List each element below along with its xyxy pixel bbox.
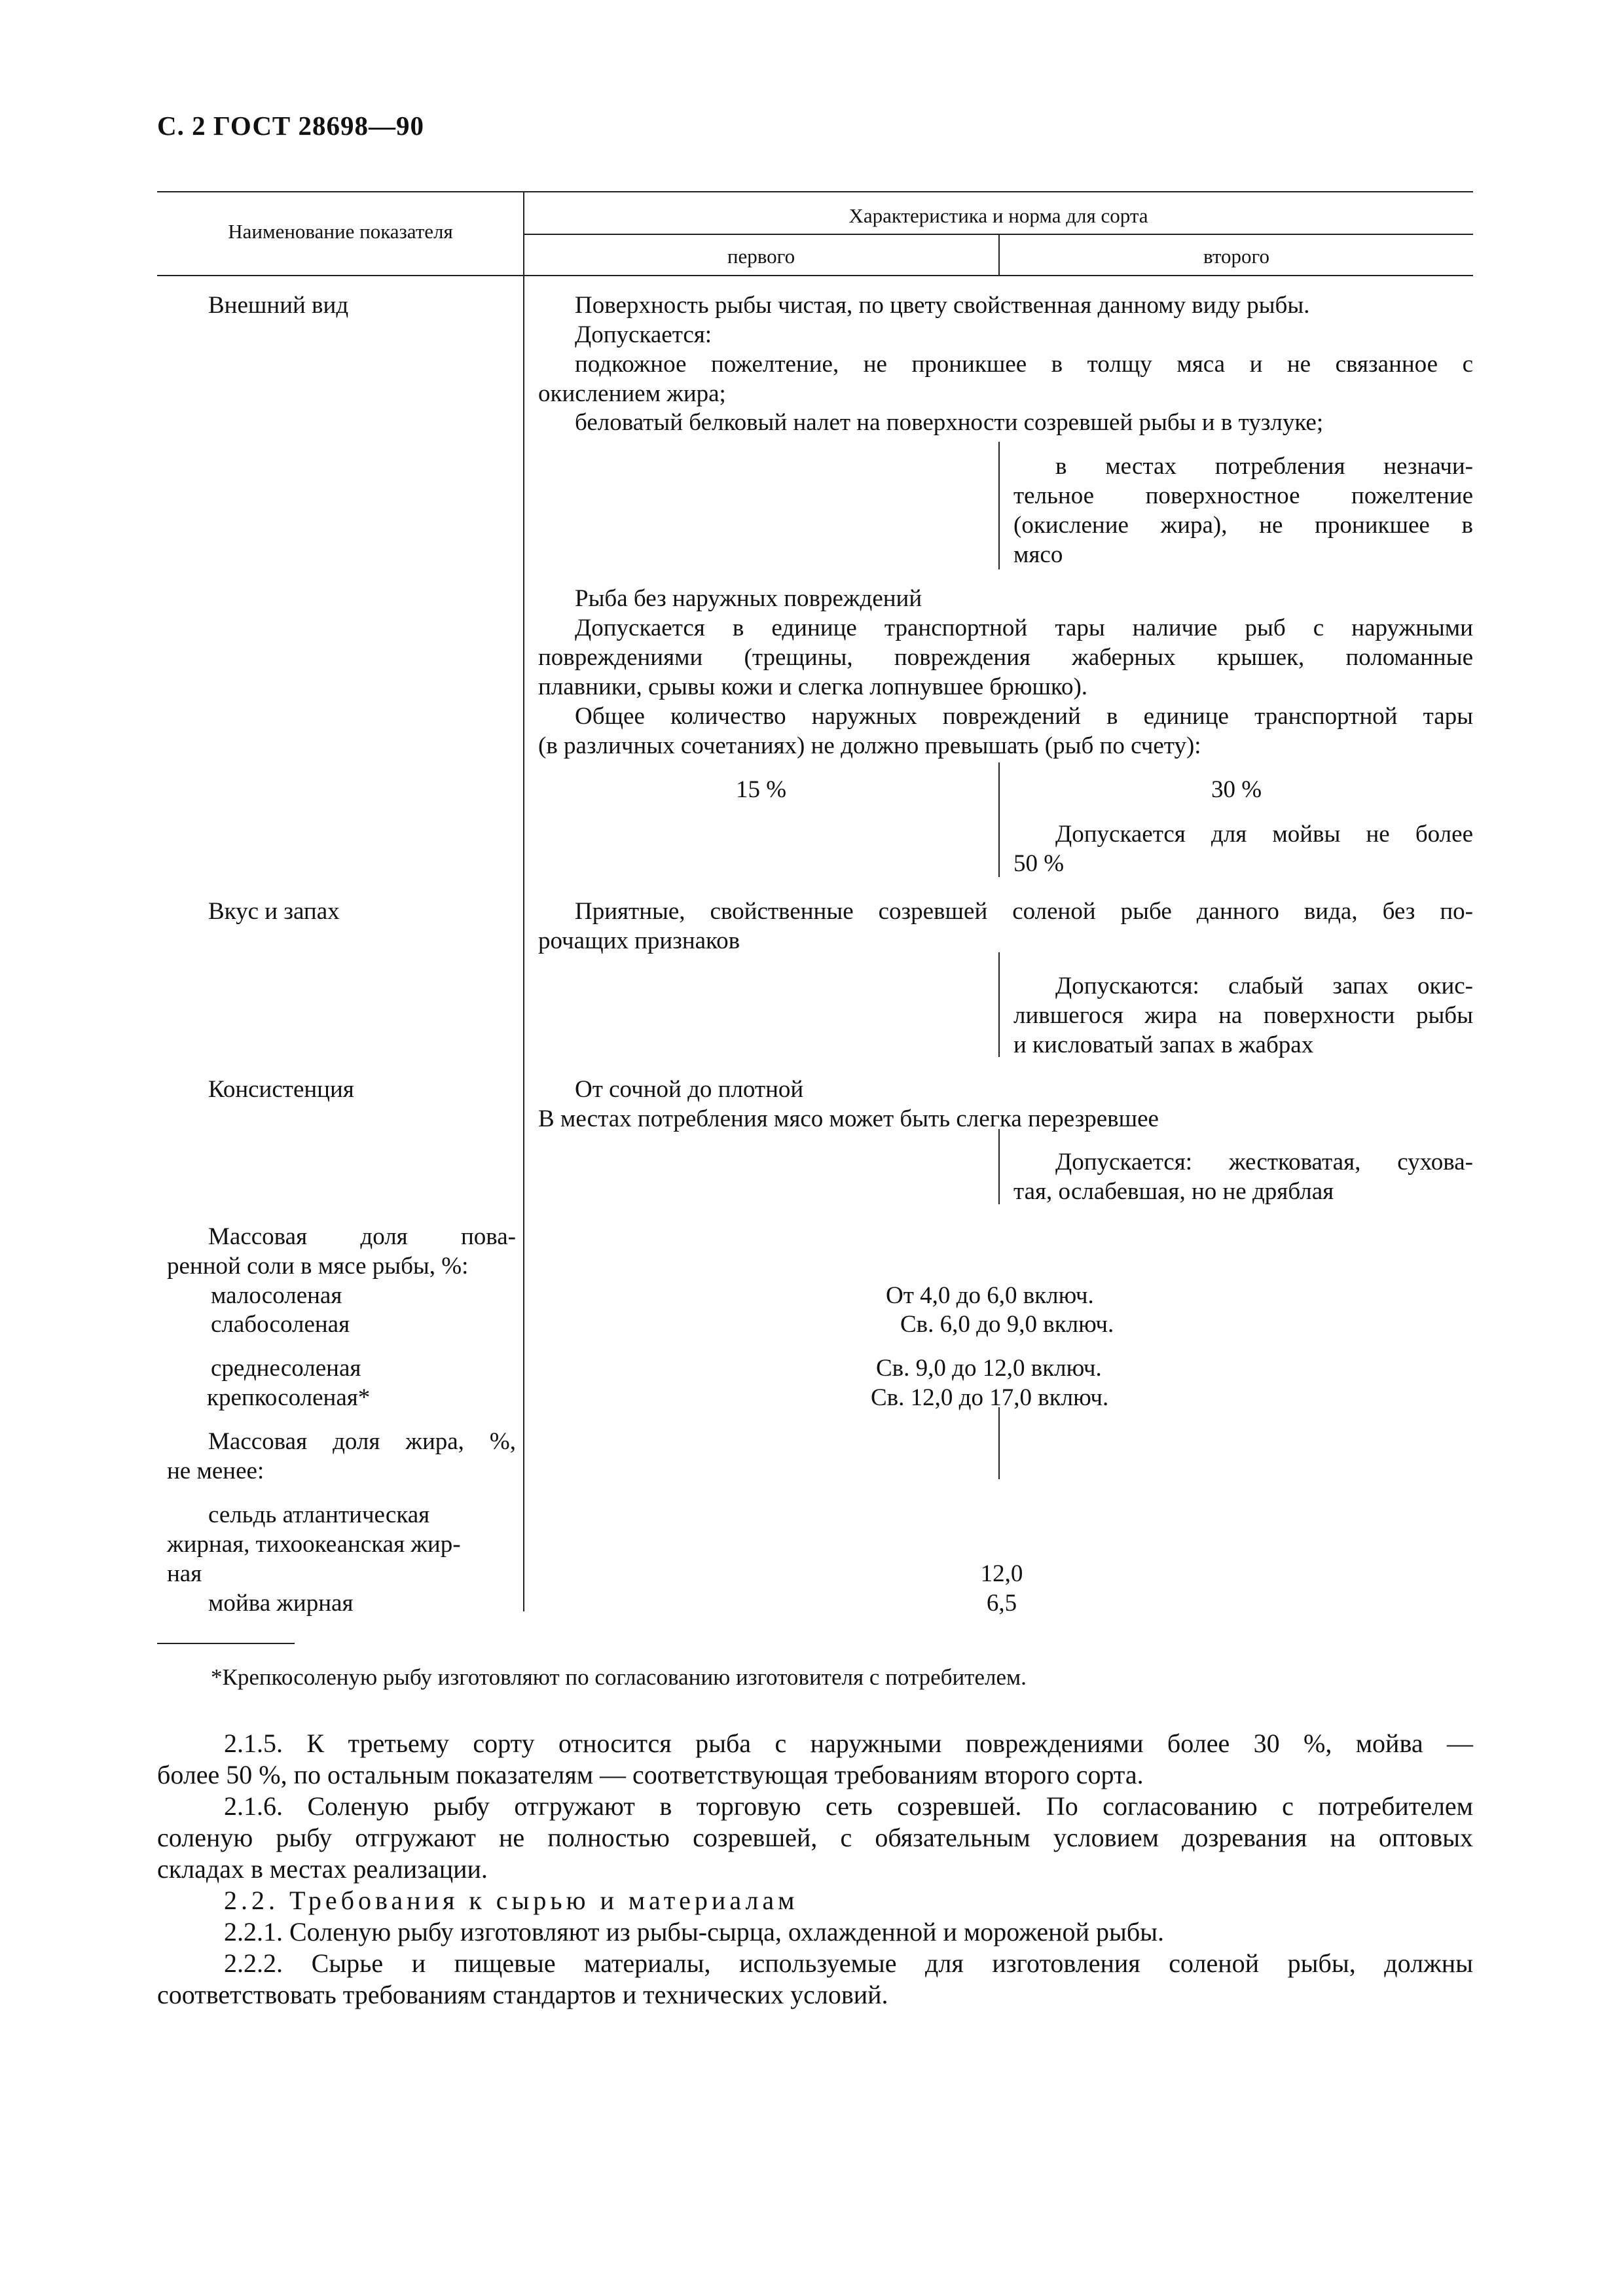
table-header-bottom-rule bbox=[157, 275, 1473, 276]
consistency-line-1: От сочной до плотной bbox=[575, 1076, 804, 1103]
salt-light-label: малосоленая bbox=[211, 1282, 342, 1309]
damage-line-1: Рыба без наружных повреждений bbox=[575, 585, 922, 612]
para-2-1-5-a: 2.1.5. К третьему сорту относится рыба с наружными повреждениями более 30 %, мойва — bbox=[224, 1729, 1473, 1758]
consistency-second-1: Допускается: жестковатая, сухова- bbox=[1055, 1149, 1473, 1175]
col-group-header: Характеристика и норма для сорта bbox=[848, 204, 1148, 227]
row-name-fat-1: Массовая доля жира, %, bbox=[208, 1428, 516, 1455]
damage-second-pct: 30 % bbox=[1211, 776, 1262, 803]
appearance-second-3: (окисление жира), не проникшее в bbox=[1013, 512, 1473, 539]
para-2-1-5-b: более 50 %, по остальным показателям — соответствующая требованиям второго сорта. bbox=[157, 1760, 1144, 1789]
col-first-header: первого bbox=[727, 245, 795, 268]
row-name-salt-2: ренной соли в мясе рыбы, %: bbox=[167, 1253, 469, 1280]
salt-strong-value: Св. 12,0 до 17,0 включ. bbox=[871, 1384, 1109, 1411]
fat-capelin-value: 6,5 bbox=[986, 1590, 1017, 1617]
salt-mild-value: Св. 6,0 до 9,0 включ. bbox=[900, 1311, 1114, 1338]
appearance-line-2: Допускается: bbox=[575, 321, 712, 348]
col-name-header: Наименование показателя bbox=[228, 220, 453, 243]
taste-second-2: лившегося жира на поверхности рыбы bbox=[1013, 1002, 1473, 1029]
appearance-line-3a: подкожное пожелтение, не проникшее в толщу мяса и не связанное с bbox=[575, 351, 1473, 378]
table-col-divider-main bbox=[523, 191, 524, 1611]
para-2-2-2-b: соответствовать требованиям стандартов и технических условий. bbox=[157, 1980, 888, 2009]
fat-herring-label-3: ная bbox=[167, 1560, 202, 1587]
appearance-second-4: мясо bbox=[1013, 541, 1063, 568]
damage-first-pct: 15 % bbox=[735, 776, 787, 803]
footnote-rule bbox=[157, 1643, 295, 1644]
salt-light-value: От 4,0 до 6,0 включ. bbox=[886, 1282, 1094, 1309]
para-2-2-1: 2.2.1. Соленую рыбу изготовляют из рыбы-сырца, охлажденной и мороженой рыбы. bbox=[224, 1917, 1165, 1946]
table-top-rule bbox=[157, 191, 1473, 192]
row-name-salt-1: Массовая доля пова- bbox=[208, 1223, 516, 1250]
salt-mild-label: слабосоленая bbox=[211, 1311, 350, 1338]
taste-line-1a: Приятные, свойственные созревшей соленой рыбе данного вида, без по- bbox=[575, 898, 1473, 925]
footnote: *Крепкосоленую рыбу изготовляют по согласованию изготовителя с потребителем. bbox=[211, 1664, 1027, 1690]
fat-herring-label-1: сельдь атлантическая bbox=[208, 1501, 430, 1528]
col-second-header: второго bbox=[1203, 245, 1269, 268]
para-2-1-6-c: складах в местах реализации. bbox=[157, 1854, 488, 1884]
capelin-note-2: 50 % bbox=[1013, 850, 1065, 877]
consistency-second-2: тая, ослабевшая, но не дряблая bbox=[1013, 1178, 1334, 1205]
row-name-appearance: Внешний вид bbox=[208, 292, 349, 319]
table-col-divider-4 bbox=[998, 1129, 1000, 1204]
para-2-1-6-b: соленую рыбу отгружают не полностью созревшей, с обязательным условием дозревания на оптовых bbox=[157, 1823, 1473, 1852]
appearance-line-1: Поверхность рыбы чистая, по цвету свойственная данному виду рыбы. bbox=[575, 292, 1310, 319]
table-col-divider-1 bbox=[998, 442, 1000, 569]
appearance-second-1: в местах потребления незначи- bbox=[1055, 453, 1473, 480]
row-name-taste: Вкус и запах bbox=[208, 898, 340, 925]
damage-line-2a: Допускается в единице транспортной тары наличие рыб с наружными bbox=[575, 615, 1473, 641]
para-2-2-2-a: 2.2.2. Сырье и пищевые материалы, используемые для изготовления соленой рыбы, должны bbox=[224, 1948, 1473, 1978]
section-2-2-title: 2.2. Требования к сырью и материалам bbox=[224, 1886, 799, 1915]
damage-line-3b: (в различных сочетаниях) не должно превышать (рыб по счету): bbox=[538, 732, 1201, 759]
fat-herring-value: 12,0 bbox=[980, 1560, 1023, 1587]
appearance-second-2: тельное поверхностное пожелтение bbox=[1013, 482, 1473, 509]
damage-line-2c: плавники, срывы кожи и слегка лопнувшее брюшко). bbox=[538, 673, 1088, 700]
capelin-note-1: Допускается для мойвы не более bbox=[1055, 821, 1473, 848]
row-name-consistency: Консистенция bbox=[208, 1076, 354, 1103]
table-col-divider-3 bbox=[998, 952, 1000, 1057]
appearance-line-3b: окислением жира; bbox=[538, 380, 726, 407]
page-title: С. 2 ГОСТ 28698—90 bbox=[157, 111, 425, 141]
appearance-line-4: беловатый белковый налет на поверхности созревшей рыбы и в тузлуке; bbox=[575, 409, 1324, 436]
damage-line-2b: повреждениями (трещины, повреждения жаберных крышек, поломанные bbox=[538, 644, 1473, 671]
salt-strong-label: крепкосоленая* bbox=[207, 1384, 371, 1411]
taste-second-3: и кисловатый запах в жабрах bbox=[1013, 1031, 1314, 1058]
row-name-fat-2: не менее: bbox=[167, 1458, 264, 1484]
salt-medium-value: Св. 9,0 до 12,0 включ. bbox=[876, 1355, 1102, 1382]
fat-herring-label-2: жирная, тихоокеанская жир- bbox=[167, 1531, 461, 1558]
taste-second-1: Допускаются: слабый запах окис- bbox=[1055, 973, 1473, 999]
consistency-line-2: В местах потребления мясо может быть слегка перезревшее bbox=[538, 1105, 1159, 1132]
para-2-1-6-a: 2.1.6. Соленую рыбу отгружают в торговую сеть созревшей. По согласованию с потребителем bbox=[224, 1791, 1473, 1821]
fat-capelin-label: мойва жирная bbox=[208, 1590, 354, 1617]
table-col-divider-5 bbox=[998, 1407, 1000, 1479]
taste-line-1b: рочащих признаков bbox=[538, 927, 740, 954]
salt-medium-label: среднесоленая bbox=[211, 1355, 361, 1382]
damage-line-3a: Общее количество наружных повреждений в единице транспортной тары bbox=[575, 703, 1473, 730]
